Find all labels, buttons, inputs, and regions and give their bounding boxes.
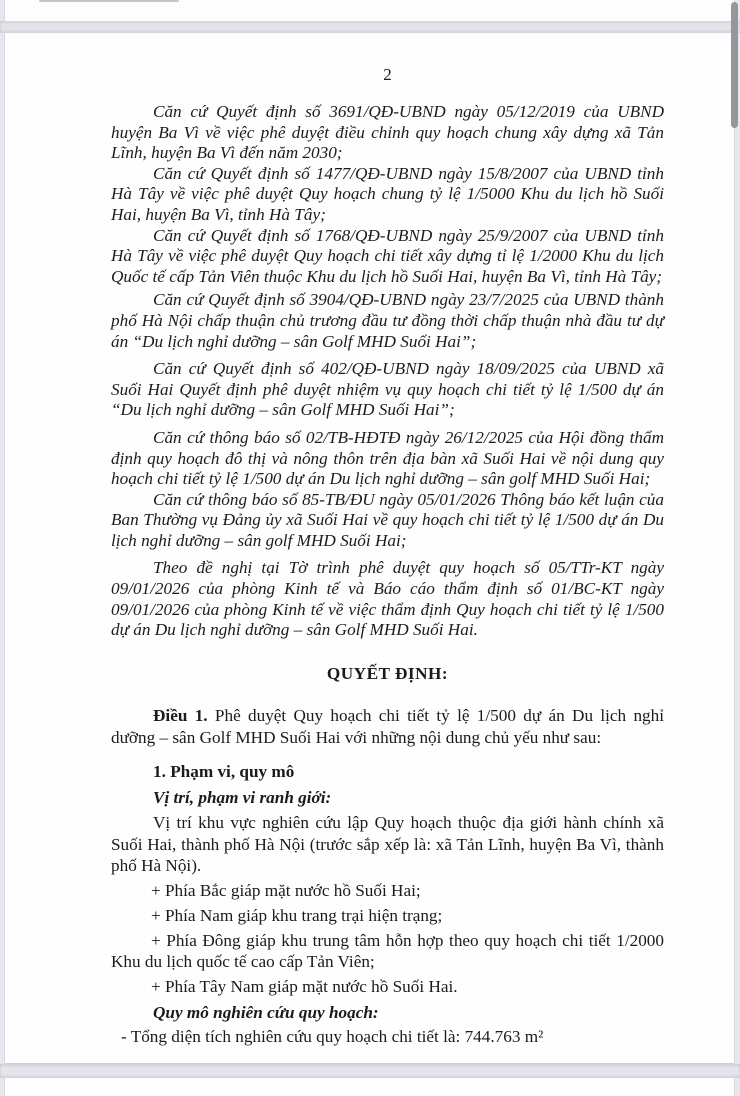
section-1-title: 1. Phạm vi, quy mô: [153, 762, 295, 782]
document-page: [4, 33, 735, 1064]
recital-paragraph: Căn cứ thông báo số 02/TB-HĐTĐ ngày 26/12/2025 của Hội đồng thẩm định quy hoạch đô thị và nông thôn trên địa bàn xã Suối Hai về nội dung quy hoạch chi tiết tỷ lệ 1/500 dự án Du lịch nghỉ dưỡng – sân golf MHD Suối Hai;: [111, 427, 664, 489]
article-1-paragraph: [111, 705, 664, 748]
previous-page-fragment: [4, 0, 735, 21]
recital-paragraph: Theo đề nghị tại Tờ trình phê duyệt quy hoạch số 05/TTr-KT ngày 09/01/2026 của phòng Kinh tế và Báo cáo thẩm định số 01/BC-KT ngày 09/01/2026 của phòng Kinh tế về việc thẩm định Quy hoạch chi tiết tỷ lệ 1/500 dự án Du lịch nghỉ dưỡng – sân Golf MHD Suối Hai.: [111, 558, 664, 640]
vertical-scrollbar-track[interactable]: [729, 0, 740, 1096]
boundary-item-north: + Phía Bắc giáp mặt nước hồ Suối Hai;: [151, 880, 421, 900]
boundary-item-south: + Phía Nam giáp khu trang trại hiện trạng;: [151, 905, 443, 925]
previous-page-content-artifact: [39, 0, 179, 2]
page-gap: [0, 1064, 740, 1078]
page-number: 2: [383, 65, 392, 84]
boundary-item-southwest: + Phía Tây Nam giáp mặt nước hồ Suối Hai.: [151, 977, 458, 997]
recital-paragraph: Căn cứ Quyết định số 1768/QĐ-UBND ngày 25/9/2007 của UBND tỉnh Hà Tây về việc phê duyệt Quy hoạch chi tiết xây dựng tỉ lệ 1/2000 Khu du lịch Quốc tế cấp Tản Viên thuộc Khu du lịch hồ Suối Hai, huyện Ba Vì, tỉnh Hà Tây;: [111, 225, 664, 286]
page-gap: [0, 21, 740, 33]
scale-subheading: Quy mô nghiên cứu quy hoạch:: [153, 1002, 379, 1022]
location-description: Vị trí khu vực nghiên cứu lập Quy hoạch thuộc địa giới hành chính xã Suối Hai, thành phố Hà Nội (trước sắp xếp là: xã Tản Lĩnh, huyện Ba Vì, thành phố Hà Nội).: [111, 813, 664, 876]
recital-paragraph: Căn cứ Quyết định số 3691/QĐ-UBND ngày 05/12/2019 của UBND huyện Ba Vì về việc phê duyệt điều chỉnh quy hoạch chung xây dựng xã Tản Lĩnh, huyện Ba Vì đến năm 2030;: [111, 102, 664, 163]
article-1-text: Phê duyệt Quy hoạch chi tiết tỷ lệ 1/500 dự án Du lịch nghỉ dưỡng – sân Golf MHD Suối Hai với những nội dung chủ yếu như sau:: [111, 706, 665, 747]
document-body: [111, 102, 664, 1047]
recital-paragraph: Căn cứ Quyết định số 3904/QĐ-UBND ngày 23/7/2025 của UBND thành phố Hà Nội chấp thuận chủ trương đầu tư đồng thời chấp thuận nhà đầu tư dự án “Du lịch nghỉ dưỡng – sân Golf MHD Suối Hai”;: [111, 290, 664, 351]
vertical-scrollbar-thumb[interactable]: [731, 2, 738, 128]
recital-paragraph: Căn cứ Quyết định số 1477/QĐ-UBND ngày 15/8/2007 của UBND tỉnh Hà Tây về việc phê duyệt Quy hoạch chung tỷ lệ 1/5000 Khu du lịch hồ Suối Hai, huyện Ba Vì, tỉnh Hà Tây;: [111, 163, 664, 224]
location-subheading: Vị trí, phạm vi ranh giới:: [153, 788, 332, 808]
decision-heading: QUYẾT ĐỊNH:: [326, 663, 449, 683]
recital-paragraph: Căn cứ Quyết định số 402/QĐ-UBND ngày 18/09/2025 của UBND xã Suối Hai Quyết định phê duyệt nhiệm vụ quy hoạch chi tiết tỷ lệ 1/500 dự án “Du lịch nghỉ dưỡng – sân Golf MHD Suối Hai”;: [111, 359, 664, 420]
next-page-fragment: [4, 1078, 735, 1096]
article-1-label: Điều 1.: [153, 706, 208, 726]
boundary-item-east: + Phía Đông giáp khu trung tâm hỗn hợp theo quy hoạch chi tiết 1/2000 Khu du lịch quốc tế cao cấp Tản Viên;: [111, 930, 664, 972]
recital-paragraph: Căn cứ thông báo số 85-TB/ĐU ngày 05/01/2026 Thông báo kết luận của Ban Thường vụ Đảng ủy xã Suối Hai về quy hoạch chi tiết tỷ lệ 1/500 dự án Du lịch nghỉ dưỡng – sân golf MHD Suối Hai;: [111, 489, 664, 550]
total-area-line: - Tổng diện tích nghiên cứu quy hoạch chi tiết là: 744.763 m²: [121, 1026, 544, 1046]
